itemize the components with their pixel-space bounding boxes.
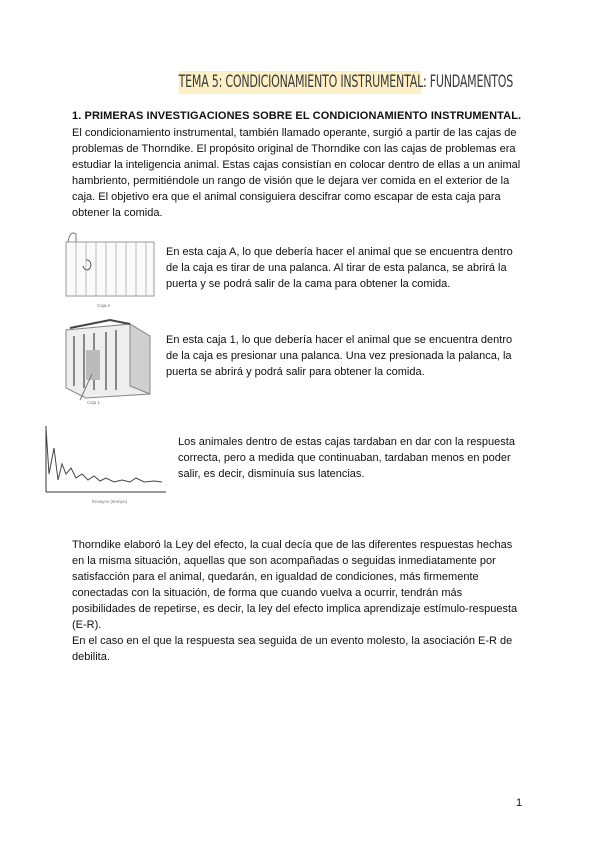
text-line: salir, es decir, disminuía sus latencias. xyxy=(178,468,365,480)
text-line: de la caja es tirar de una palanca. Al tirar de esta palanca, se abrirá la xyxy=(166,262,507,274)
text-line: En esta caja 1, lo que debería hacer el animal que se encuentra dentro xyxy=(166,334,513,346)
text-line: obtener la comida. xyxy=(72,207,163,219)
text-line: puerta y se podrá salir de la cama para obtener la comida. xyxy=(166,278,451,290)
section-heading: 1. PRIMERAS INVESTIGACIONES SOBRE EL CONDICIONAMIENTO INSTRUMENTAL. xyxy=(72,110,522,122)
page-title xyxy=(178,71,514,94)
figure-caption: Caja 1 xyxy=(87,400,101,405)
page-number: 1 xyxy=(516,797,523,809)
text-line: Los animales dentro de estas cajas tardaban en dar con la respuesta xyxy=(178,436,515,448)
text-line: conectadas con la situación, de forma que cuando vuelva a ocurrir, tendrán más xyxy=(72,587,463,599)
figure-caption: Caja A xyxy=(97,303,111,308)
text-line: (E-R). xyxy=(72,619,102,631)
text-line: de la caja es presionar una palanca. Una vez presionada la palanca, la xyxy=(166,350,512,362)
text-line: en la misma situación, aquellas que son acompañadas o seguidas inmediatamente por xyxy=(72,555,496,567)
text-line: debilita. xyxy=(72,651,110,663)
text-line: En el caso en el que la respuesta sea seguida de un evento molesto, la asociación E-R de xyxy=(72,635,513,647)
text-line: correcta, pero a medida que continuaban, tardaban menos en poder xyxy=(178,452,511,464)
text-line: satisfacción para el animal, quedarán, en igualdad de condiciones, más firmemente xyxy=(72,571,479,583)
text-line: hambriento, permitiéndole un rango de visión que le dejara ver comida en el exterior de la xyxy=(72,175,510,187)
text-line: posibilidades de repetirse, es decir, la ley del efecto implica aprendizaje estímulo-respuesta xyxy=(72,603,518,615)
caja-a-illustration xyxy=(58,226,158,301)
text-line: Thorndike elaboró la Ley del efecto, la cual decía que de las diferentes respuestas hechas xyxy=(72,539,513,551)
page-title-text: TEMA 5: CONDICIONAMIENTO INSTRUMENTAL: FUNDAMENTOS xyxy=(178,71,514,92)
latency-graph xyxy=(44,424,170,498)
text-line: estudiar la inteligencia animal. Estas cajas consistían en colocar dentro de ellas a un animal xyxy=(72,159,521,171)
text-line: puerta se abrirá y podrá salir para obtener la comida. xyxy=(166,366,425,378)
text-line: caja. El objetivo era que el animal consiguiera descifrar como escapar de esta caja para xyxy=(72,191,501,203)
text-line: El condicionamiento instrumental, también llamado operante, surgió a partir de las cajas de xyxy=(72,127,517,139)
text-line: problemas de Thorndike. El propósito original de Thorndike con las cajas de problemas era xyxy=(72,143,516,155)
figure-caption: Ensayos (tiempo) xyxy=(92,499,128,504)
text-line: En esta caja A, lo que debería hacer el animal que se encuentra dentro xyxy=(166,246,513,258)
caja-1-illustration xyxy=(60,314,156,402)
